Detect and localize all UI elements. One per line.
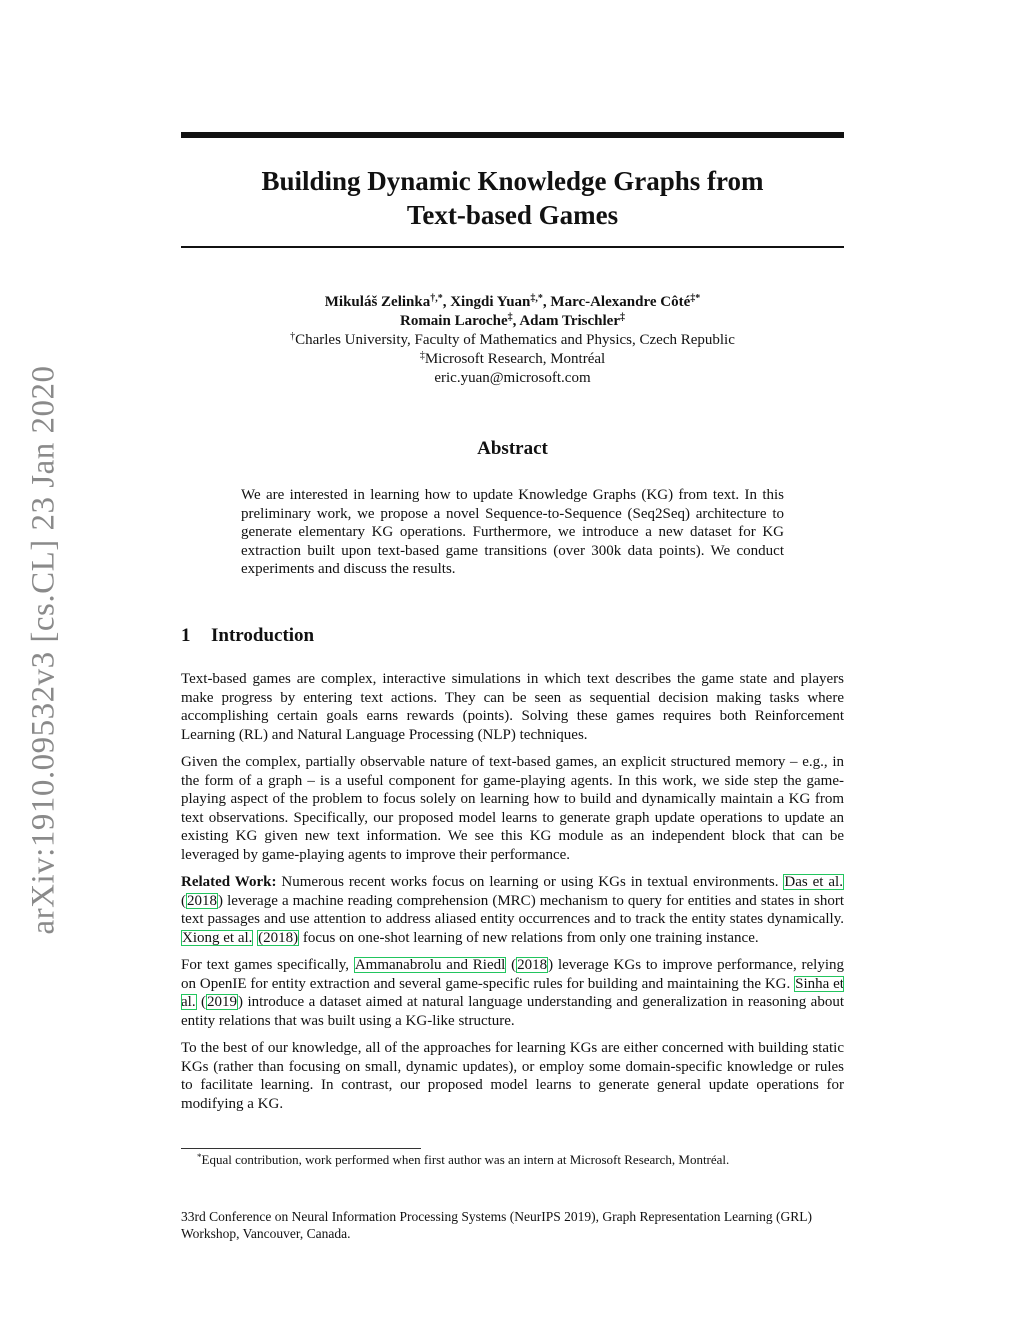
footnote-rule <box>181 1148 421 1149</box>
paragraph: For text games specifically, Ammanabrolu and Riedl (2018) leverage KGs to improve performance, relying on OpenIE for entity extraction and several game-specific rules for building and maintaining the KG. Sinha et al. (2019) introduce a dataset aimed at natural language understanding and generalization in reasoning about entity relations that was built using a KG-like structure. <box>181 957 845 1029</box>
paragraph-lead: Related Work: <box>181 874 277 890</box>
author-mark: ‡ <box>507 312 513 323</box>
author-block <box>181 293 844 388</box>
abstract-heading: Abstract <box>477 438 548 459</box>
author-line-2: Romain Laroche‡, Adam Trischler‡ <box>399 312 625 329</box>
arxiv-id: arXiv:1910.09532v3 [cs.CL] 23 Jan 2020 <box>25 365 62 935</box>
citation-link[interactable]: (2018) <box>258 929 299 946</box>
footnote-text: Equal contribution, work performed when first author was an intern at Microsoft Research, Montréal. <box>201 1152 730 1167</box>
paper-title <box>181 164 844 232</box>
citation-link[interactable]: Xiong et al. <box>182 929 253 946</box>
venue-note: 33rd Conference on Neural Information Processing Systems (NeurIPS 2019), Graph Representation Learning (GRL) Workshop, Vancouver, Canada. <box>181 1209 812 1241</box>
title-line-2: Text-based Games <box>406 200 619 230</box>
contact-email[interactable]: eric.yuan@microsoft.com <box>434 370 591 386</box>
paragraph: Given the complex, partially observable nature of text-based games, an explicit structured memory – e.g., in the form of a graph – is a useful component for game-playing agents. In this work, we side step the game-playing aspect of the problem to focus solely on learning how to build and dynamically maintain a KG from text observations. Specifically, our proposed model learns to generate graph update operations to update an existing KG given new text information. We see this KG module as an independent block that can be leveraged by game-playing agents to improve their performance. <box>181 754 844 863</box>
author-name: Marc-Alexandre Côté <box>550 294 691 310</box>
footnote <box>181 1152 844 1168</box>
citation-link[interactable]: Ammanabrolu and Riedl <box>354 957 506 973</box>
author-mark: ‡ <box>620 312 625 323</box>
author-name: Adam Trischler <box>519 313 620 329</box>
section-heading <box>181 625 314 647</box>
author-line-1: Mikuláš Zelinka†,*, Xingdi Yuan‡,*, Marc-Alexandre Côté‡* <box>324 293 701 310</box>
affiliation-2: ‡Microsoft Research, Montréal <box>419 350 606 367</box>
citation-link[interactable]: 2019 <box>207 994 238 1010</box>
arxiv-stamp <box>0 0 90 1325</box>
section-title: Introduction <box>211 625 315 646</box>
section-body <box>181 670 844 1122</box>
citation-link[interactable]: 2018 <box>187 892 217 909</box>
author-mark: ‡* <box>690 293 701 304</box>
affiliation-1: †Charles University, Faculty of Mathematics and Physics, Czech Republic <box>290 331 735 348</box>
related-work-paragraph: Related Work: Numerous recent works focus on learning or using KGs in textual environments. Das et al. (2018) leverage a machine reading comprehension (MRC) mechanism to query for entities and states in short text passages and use attention to address aliased entity occurrences and to track the entity states dynamically. Xiong et al. (2018) focus on one-shot learning of new relations from only one training instance. <box>181 874 844 946</box>
citation-link[interactable]: Sinha et al. <box>181 975 844 1010</box>
author-name: Xingdi Yuan <box>450 294 531 310</box>
author-mark: ‡,* <box>530 293 543 304</box>
paragraph: Text-based games are complex, interactive simulations in which text describes the game state and players make progress by entering text actions. They can be seen as sequential decision making tasks where accomplishing certain goals earns rewards (points). Solving these games requires both Reinforcement Learning (RL) and Natural Language Processing (NLP) techniques. <box>181 671 844 743</box>
section-number: 1 <box>181 625 191 646</box>
footnote-mark: * <box>197 1152 202 1162</box>
author-name: Romain Laroche <box>399 313 508 329</box>
author-mark: †,* <box>430 293 443 304</box>
title-top-rule <box>181 132 844 138</box>
citation-link[interactable]: 2018 <box>517 957 548 973</box>
title-line-1: Building Dynamic Knowledge Graphs from <box>261 166 764 196</box>
abstract-text: We are interested in learning how to update Knowledge Graphs (KG) from text. In this preliminary work, we propose a novel Sequence-to-Sequence (Seq2Seq) architecture to generate elementary KG operations. Furthermore, we introduce a new dataset for KG extraction built upon text-based game transitions (over 300k data points). We conduct experiments and discuss the results. <box>241 487 784 578</box>
citation-link[interactable]: Das et al. <box>784 874 843 890</box>
title-bottom-rule <box>181 246 844 248</box>
paragraph: To the best of our knowledge, all of the approaches for learning KGs are either concerned with building static KGs (rather than focusing on small, dynamic updates), or employ some domain-specific knowledge or rules to facilitate learning. In contrast, our proposed model learns to generate general update operations for modifying a KG. <box>181 1040 844 1112</box>
author-name: Mikuláš Zelinka <box>324 294 431 310</box>
